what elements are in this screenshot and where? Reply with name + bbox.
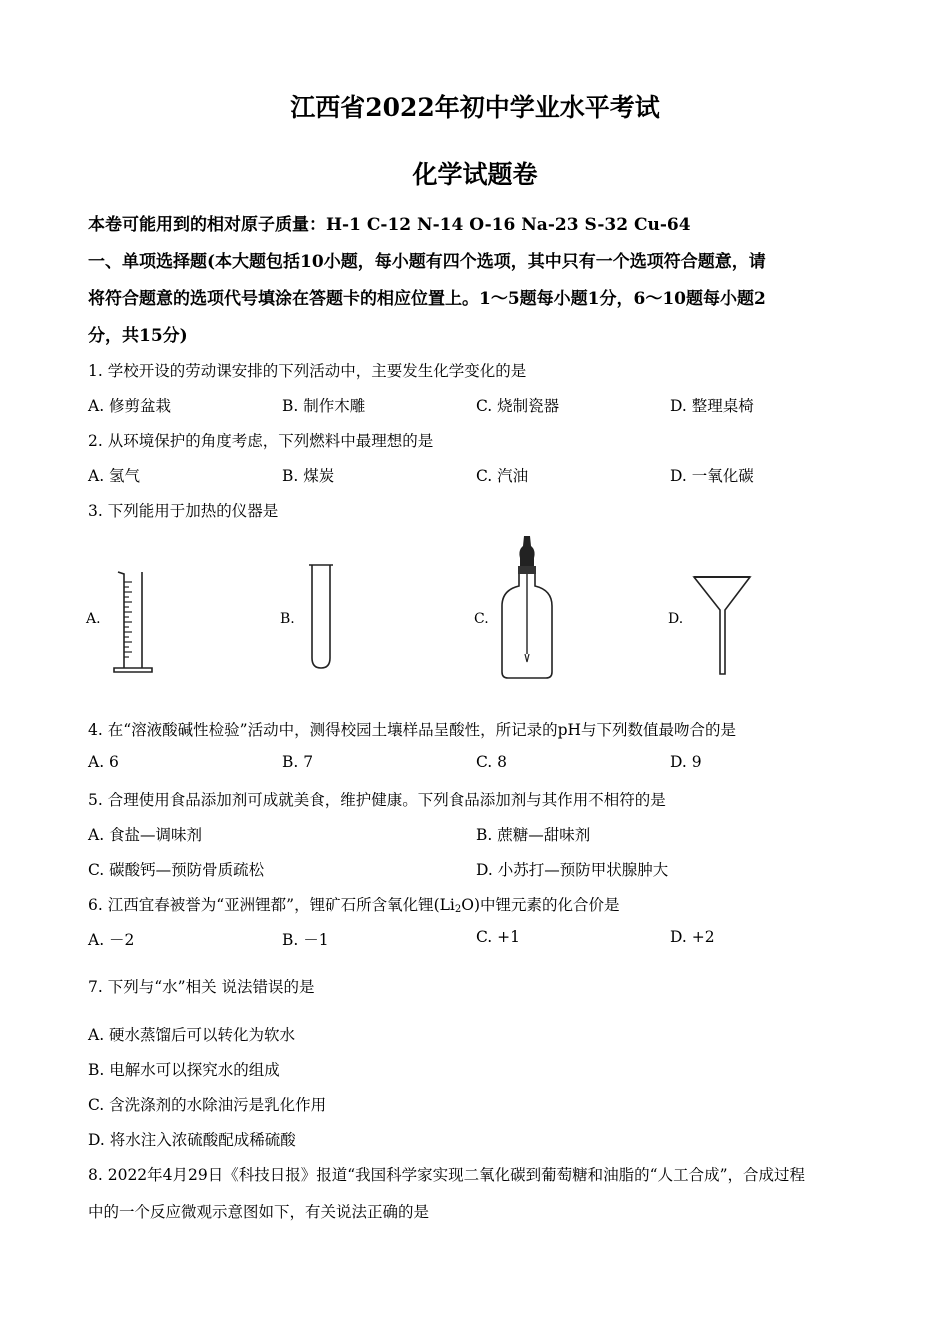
q6-option-a[interactable]: A. －2: [88, 931, 135, 949]
dropper-bottle-icon: [498, 536, 556, 681]
question-3-stem: 3. 下列能用于加热的仪器是: [88, 502, 279, 520]
question-7-stem: 7. 下列与“水”相关 说法错误的是: [88, 978, 315, 996]
q2-option-b[interactable]: B. 煤炭: [282, 467, 335, 485]
q2-option-c[interactable]: C. 汽油: [476, 467, 529, 485]
q4-option-a[interactable]: A. 6: [88, 753, 119, 771]
q4-option-c[interactable]: C. 8: [476, 753, 508, 771]
graduated-cylinder-icon: [110, 568, 154, 676]
q5-option-b[interactable]: B. 蔗糖—甜味剂: [476, 826, 591, 844]
q2-option-d[interactable]: D. 一氧化碳: [670, 467, 754, 485]
section-instructions-line3: 分，共15分): [88, 326, 188, 346]
q5-option-a[interactable]: A. 食盐—调味剂: [88, 826, 203, 844]
q5-option-d[interactable]: D. 小苏打—预防甲状腺肿大: [476, 861, 669, 879]
q7-option-b[interactable]: B. 电解水可以探究水的组成: [88, 1061, 280, 1079]
q6-option-b[interactable]: B. －1: [282, 931, 329, 949]
question-8-stem-line2: 中的一个反应微观示意图如下，有关说法正确的是: [88, 1203, 430, 1221]
q6-stem-part1: 6. 江西宜春被誉为“亚洲锂都”，锂矿石所含氧化锂(Li: [88, 896, 455, 914]
question-6-stem: [88, 893, 620, 915]
q1-option-d[interactable]: D. 整理桌椅: [670, 397, 754, 415]
question-4-stem: 4. 在“溶液酸碱性检验”活动中，测得校园土壤样品呈酸性，所记录的pH与下列数值最吻合的是: [88, 721, 737, 739]
q7-option-a[interactable]: A. 硬水蒸馏后可以转化为软水: [88, 1026, 296, 1044]
q6-stem-part2: O)中锂元素的化合价是: [461, 896, 620, 914]
q1-option-c[interactable]: C. 烧制瓷器: [476, 397, 560, 415]
q3-option-a[interactable]: A.: [86, 611, 101, 627]
q6-option-c[interactable]: C. +1: [476, 928, 521, 946]
q1-option-b[interactable]: B. 制作木雕: [282, 397, 366, 415]
q7-option-c[interactable]: C. 含洗涤剂的水除油污是乳化作用: [88, 1096, 327, 1114]
question-8-stem-line1: 8. 2022年4月29日《科技日报》报道“我国科学家实现二氧化碳到葡萄糖和油脂的“人工合成”，合成过程: [88, 1166, 806, 1184]
q6-stem-subscript: 2: [454, 904, 462, 915]
exam-subtitle: 化学试题卷: [412, 160, 538, 189]
q2-option-a[interactable]: A. 氢气: [88, 467, 141, 485]
question-2-stem: 2. 从环境保护的角度考虑，下列燃料中最理想的是: [88, 432, 434, 450]
section-instructions-line1: 一、单项选择题(本大题包括10小题，每小题有四个选项，其中只有一个选项符合题意，请: [88, 252, 766, 272]
q3-option-c[interactable]: C.: [474, 611, 489, 627]
q3-option-d[interactable]: D.: [668, 611, 684, 627]
exam-title: 江西省2022年初中学业水平考试: [290, 93, 660, 122]
q5-option-c[interactable]: C. 碳酸钙—预防骨质疏松: [88, 861, 265, 879]
question-5-stem: 5. 合理使用食品添加剂可成就美食，维护健康。下列食品添加剂与其作用不相符的是: [88, 791, 666, 809]
section-instructions-line2: 将符合题意的选项代号填涂在答题卡的相应位置上。1～5题每小题1分，6～10题每小题2: [88, 289, 766, 309]
q6-option-d[interactable]: D. +2: [670, 928, 715, 946]
q1-option-a[interactable]: A. 修剪盆栽: [88, 397, 172, 415]
q7-option-d[interactable]: D. 将水注入浓硫酸配成稀硫酸: [88, 1131, 296, 1149]
q4-option-b[interactable]: B. 7: [282, 753, 314, 771]
test-tube-icon: [306, 562, 336, 672]
q3-option-b[interactable]: B.: [280, 611, 295, 627]
question-1-stem: 1. 学校开设的劳动课安排的下列活动中，主要发生化学变化的是: [88, 362, 527, 380]
q4-option-d[interactable]: D. 9: [670, 753, 702, 771]
atomic-masses: 本卷可能用到的相对原子质量：H-1 C-12 N-14 O-16 Na-23 S-32 Cu-64: [88, 215, 691, 235]
funnel-icon: [692, 574, 752, 678]
